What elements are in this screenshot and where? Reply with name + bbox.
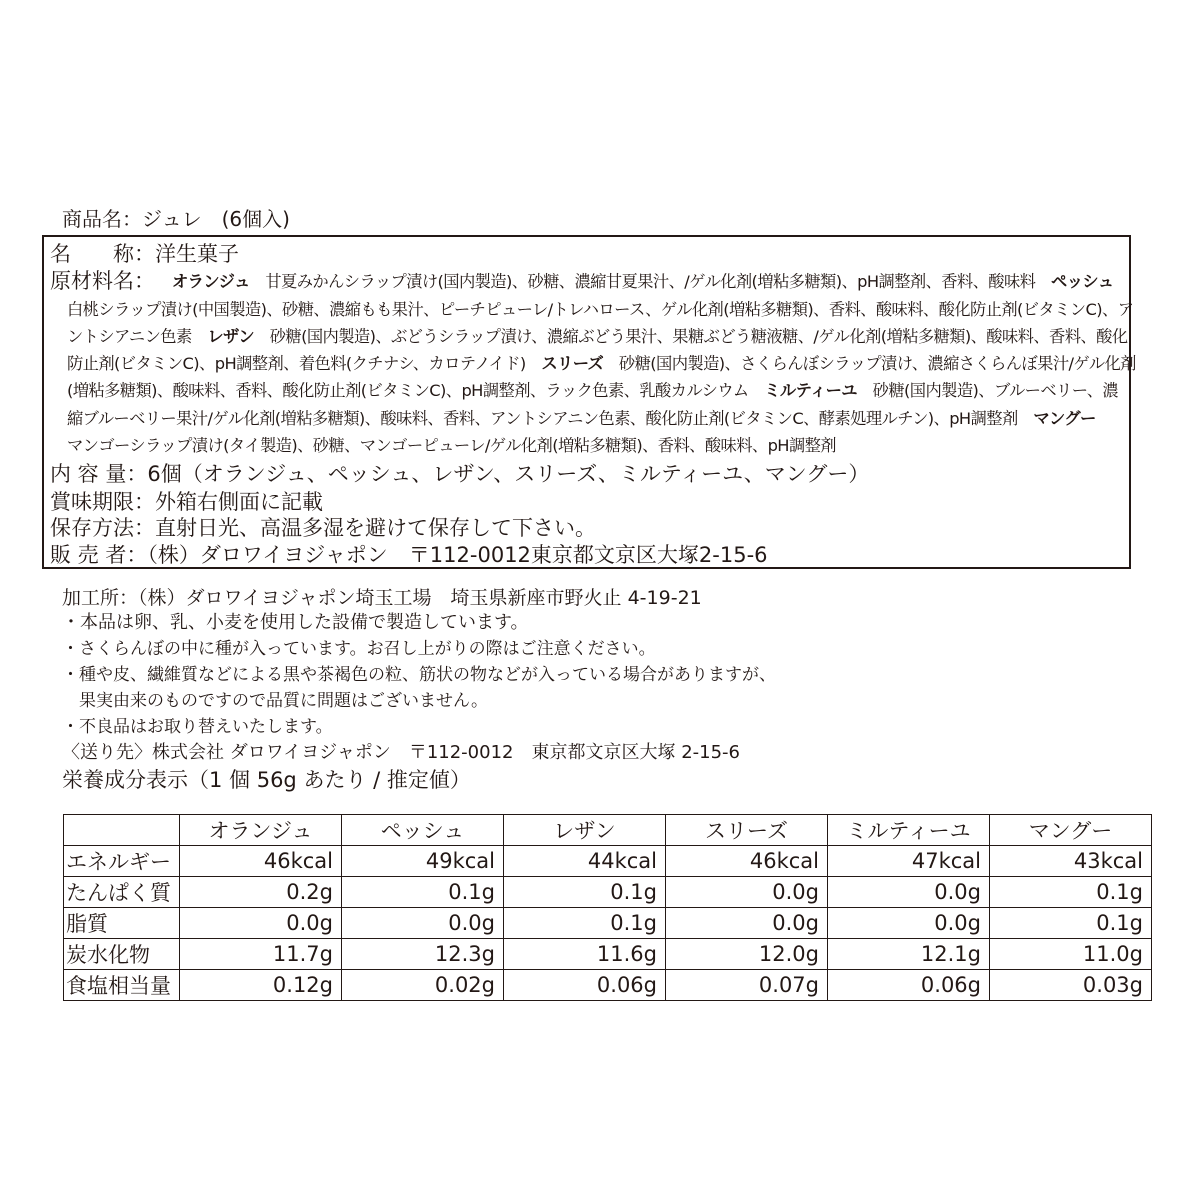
nutrition-value: 0.07g [666,970,828,1001]
column-header: マングー [990,815,1152,846]
colon: ： [134,269,155,293]
corner-cell [64,815,180,846]
nutrition-value: 49kcal [342,846,504,877]
row-label: 炭水化物 [64,939,180,970]
colon: ： [126,462,148,486]
ingredients-text: 防止剤(ビタミンC)、pH調整剤、着色料(クチナシ、カロテノイド) [67,354,542,373]
nutrition-title: 栄養成分表示（1 個 56g あたり / 推定値） [62,768,471,792]
nutrition-value: 43kcal [990,846,1152,877]
flavor-name: マングー [1033,409,1096,428]
nutrition-value: 0.02g [342,970,504,1001]
nutrition-row [64,846,1152,877]
ingredients-text: ントシアニン色素 [67,327,208,346]
best-before-key: 賞味期限 [50,490,134,514]
nutrition-value: 46kcal [180,846,342,877]
seller-value: （株）ダロワイヨジャポン 〒112-0012東京都文京区大塚2-15-6 [147,543,768,567]
nutrition-value: 0.1g [504,908,666,939]
ingredients-text: マンゴーシラップ漬け(タイ製造)、砂糖、マンゴーピューレ/ゲル化剤(増粘多糖類)、香料、酸味料、pH調整剤 [67,436,836,455]
seller-row [50,539,768,569]
storage-value: 直射日光、高温多湿を避けて保存して下さい。 [155,516,596,540]
ingredients-text: 甘夏みかんシラップ漬け(国内製造)、砂糖、濃縮甘夏果汁、/ゲル化剤(増粘多糖類)、pH調整剤、香料、酸味料 [249,272,1052,291]
ingredients-line [67,432,836,456]
nutrition-value: 12.3g [342,939,504,970]
nutrition-value: 0.1g [504,877,666,908]
contents-key: 内 容 量 [50,462,127,486]
address-note: 〈送り先〉株式会社 ダロワイヨジャポン 〒112-0012 東京都文京区大塚 2-15-6 [62,742,740,763]
column-header: レザン [504,815,666,846]
ingredients-text: 砂糖(国内製造)、ブルーベリー、濃 [857,381,1119,400]
nutrition-value: 0.1g [990,877,1152,908]
colon: ： [126,543,148,567]
nutrition-value: 0.1g [990,908,1152,939]
name-value: 洋生菓子 [155,242,239,266]
contents-row [50,458,869,488]
nutrition-value: 0.06g [828,970,990,1001]
name-key: 名 称 [50,242,134,266]
ingredients-text: 縮ブルーベリー果汁/ゲル化剤(増粘多糖類)、酸味料、香料、アントシアニン色素、酸化防止剤(ビタミンC、酵素処理ルチン)、pH調整剤 [67,409,1034,428]
nutrition-value: 11.7g [180,939,342,970]
flavor-name: ペッシュ [1051,272,1114,291]
row-label: 食塩相当量 [64,970,180,1001]
nutrition-value: 46kcal [666,846,828,877]
column-header: スリーズ [666,815,828,846]
ingredients-line [172,268,1113,292]
ingredients-line [67,323,1127,347]
flavor-name: ミルティーユ [764,381,857,400]
colon: ： [134,242,155,266]
ingredients-line [67,296,1133,320]
ingredients-text: (増粘多糖類)、酸味料、香料、酸化防止剤(ビタミンC)、pH調整剤、ラック色素、乳酸カルシウム [67,381,765,400]
allergen-note: ・本品は卵、乳、小麦を使用した設備で製造しています。 [62,612,529,633]
column-header: オランジュ [180,815,342,846]
particles-note: ・種や皮、繊維質などによる黒や茶褐色の粒、筋状の物などが入っている場合がありますが、 [62,665,776,685]
nutrition-value: 0.03g [990,970,1152,1001]
nutrition-value: 0.1g [342,877,504,908]
particles-note-cont: 果実由来のものですので品質に問題はございません。 [62,691,489,711]
nutrition-value: 0.0g [666,877,828,908]
row-label: エネルギー [64,846,180,877]
ingredients-line [67,350,1136,374]
row-label: たんぱく質 [64,877,180,908]
nutrition-value: 0.0g [180,908,342,939]
storage-row [50,512,596,542]
ingredients-line [67,405,1096,429]
nutrition-value: 0.0g [342,908,504,939]
nutrition-header-row [64,815,1152,846]
nutrition-value: 0.0g [828,908,990,939]
nutrition-value: 47kcal [828,846,990,877]
replacement-note: ・不良品はお取り替えいたします。 [62,717,333,737]
ingredients-text: 白桃シラップ漬け(中国製造)、砂糖、濃縮もも果汁、ピーチピューレ/トレハロース、ゲル化剤(増粘多糖類)、香料、酸味料、酸化防止剤(ビタミンC)、ア [67,300,1134,319]
label-name-row [50,238,239,268]
ingredients-key-row [50,265,155,295]
nutrition-value: 11.6g [504,939,666,970]
nutrition-row [64,877,1152,908]
cherry-pit-note: ・さくらんぼの中に種が入っています。お召し上がりの際はご注意ください。 [62,639,656,659]
nutrition-table [63,814,1152,1001]
contents-value: 6個（オランジュ、ペッシュ、レザン、スリーズ、ミルティーユ、マングー） [147,462,870,486]
nutrition-value: 0.0g [666,908,828,939]
nutrition-value: 0.06g [504,970,666,1001]
colon: ： [134,490,155,514]
seller-key: 販 売 者 [50,543,127,567]
storage-key: 保存方法 [50,516,134,540]
factory-note: 加工所：（株）ダロワイヨジャポン埼玉工場 埼玉県新座市野火止 4-19-21 [62,587,702,609]
flavor-name: オランジュ [172,272,250,291]
flavor-name: レザン [207,327,255,346]
nutrition-value: 0.2g [180,877,342,908]
row-label: 脂質 [64,908,180,939]
ingredients-line [67,377,1118,401]
nutrition-row [64,939,1152,970]
nutrition-value: 0.0g [828,877,990,908]
ingredients-text: 砂糖(国内製造)、ぶどうシラップ漬け、濃縮ぶどう果汁、果糖ぶどう糖液糖、/ゲル化剤(増粘多糖類)、酸味料、香料、酸化 [254,327,1128,346]
column-header: ペッシュ [342,815,504,846]
nutrition-value: 44kcal [504,846,666,877]
best-before-value: 外箱右側面に記載 [155,490,323,514]
ingredients-text: 砂糖(国内製造)、さくらんぼシラップ漬け、濃縮さくらんぼ果汁/ゲル化剤 [603,354,1136,373]
nutrition-value: 11.0g [990,939,1152,970]
flavor-name: スリーズ [541,354,604,373]
nutrition-row [64,908,1152,939]
nutrition-value: 12.0g [666,939,828,970]
nutrition-row [64,970,1152,1001]
column-header: ミルティーユ [828,815,990,846]
colon: ： [134,516,155,540]
ingredients-key: 原材料名 [50,269,134,293]
product-title: 商品名：ジュレ (6個入) [62,207,290,231]
nutrition-value: 12.1g [828,939,990,970]
nutrition-value: 0.12g [180,970,342,1001]
